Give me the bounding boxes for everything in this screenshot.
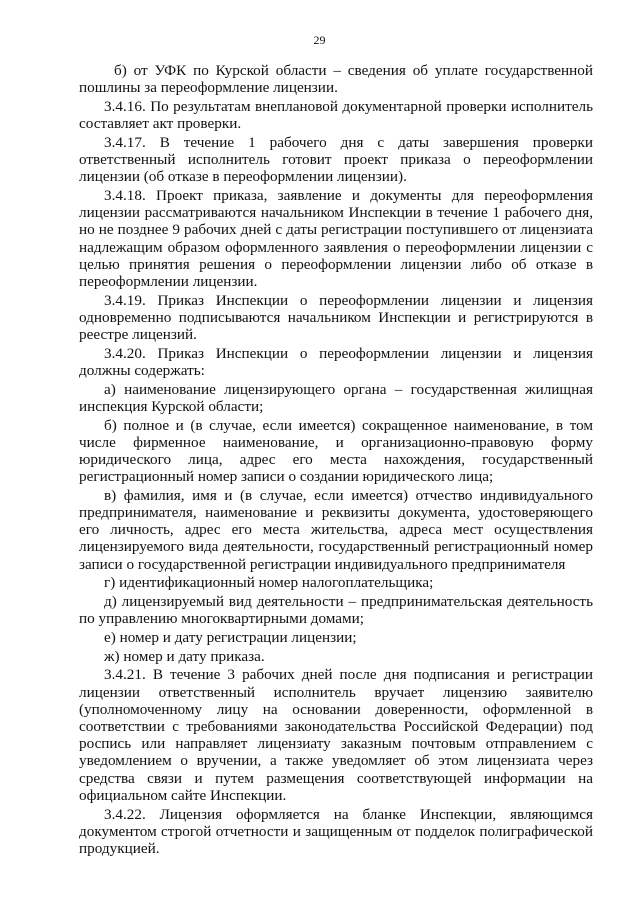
list-item-a: а) наименование лицензирующего органа – государственная жилищная инспекция Курской области; — [79, 380, 593, 415]
paragraph-3-4-21: 3.4.21. В течение 3 рабочих дней после дня подписания и регистрации лицензии ответственный исполнитель вручает лицензию заявителю (уполномоченному лицу на основании доверенности, оформленной в соответствии с требованиями законодательства Российской Федерации) под роспись или направляет лицензиату заказным почтовым отправлением с уведомлением о вручении, а также уведомляет об этом лицензиата через средства связи и путем размещения соответствующей информации на официальном сайте Инспекции. — [79, 666, 593, 804]
paragraph-3-4-19: 3.4.19. Приказ Инспекции о переоформлении лицензии и лицензия одновременно подписываются начальником Инспекции и регистрируются в реестре лицензий. — [79, 291, 593, 344]
list-item-v: в) фамилия, имя и (в случае, если имеется) отчество индивидуального предпринимателя, наименование и реквизиты документа, удостоверяющего его личность, адрес его места жительства, адреса мест осуществления лицензируемого вида деятельности, государственный регистрационный номер записи о государственной регистрации индивидуального предпринимателя — [79, 486, 593, 573]
page-number: 29 — [313, 33, 326, 47]
paragraph-3-4-16: 3.4.16. По результатам внеплановой документарной проверки исполнитель составляет акт проверки. — [79, 97, 593, 133]
list-item-e: е) номер и дату регистрации лицензии; — [104, 629, 357, 646]
paragraph-3-4-17: 3.4.17. В течение 1 рабочего дня с даты завершения проверки ответственный исполнитель готовит проект приказа о переоформлении лицензии (об отказе в переоформлении лицензии). — [79, 133, 593, 186]
document-body — [79, 62, 593, 859]
list-item-zh: ж) номер и дату приказа. — [104, 647, 265, 665]
list-item-b: б) полное и (в случае, если имеется) сокращенное наименование, в том числе фирменное наименование, и организационно-правовую форму юридического лица, адрес его места нахождения, государственный регистрационный номер записи о создании юридического лица; — [79, 416, 593, 486]
list-item-g: г) идентификационный номер налогоплательщика; — [104, 574, 434, 592]
list-item-d: д) лицензируемый вид деятельности – предпринимательская деятельность по управлению многоквартирными домами; — [79, 593, 593, 628]
paragraph-3-4-18: 3.4.18. Проект приказа, заявление и документы для переоформления лицензии рассматриваются начальником Инспекции в течение 1 рабочего дня, но не позднее 9 рабочих дней с даты регистрации поступившего от лицензиата надлежащим образом оформленного заявления о переоформлении лицензии с целью принятия решения о переоформлении лицензии либо об отказе в переоформлении лицензии. — [79, 186, 593, 290]
paragraph-3-4-22: 3.4.22. Лицензия оформляется на бланке Инспекции, являющимся документом строгой отчетности и защищенным от подделок полиграфической продукцией. — [79, 805, 593, 857]
paragraph-3-4-20: 3.4.20. Приказ Инспекции о переоформлении лицензии и лицензия должны содержать: — [79, 344, 593, 379]
paragraph-b-ufk: б) от УФК по Курской области – сведения об уплате государственной пошлины за переоформление лицензии. — [79, 62, 593, 97]
